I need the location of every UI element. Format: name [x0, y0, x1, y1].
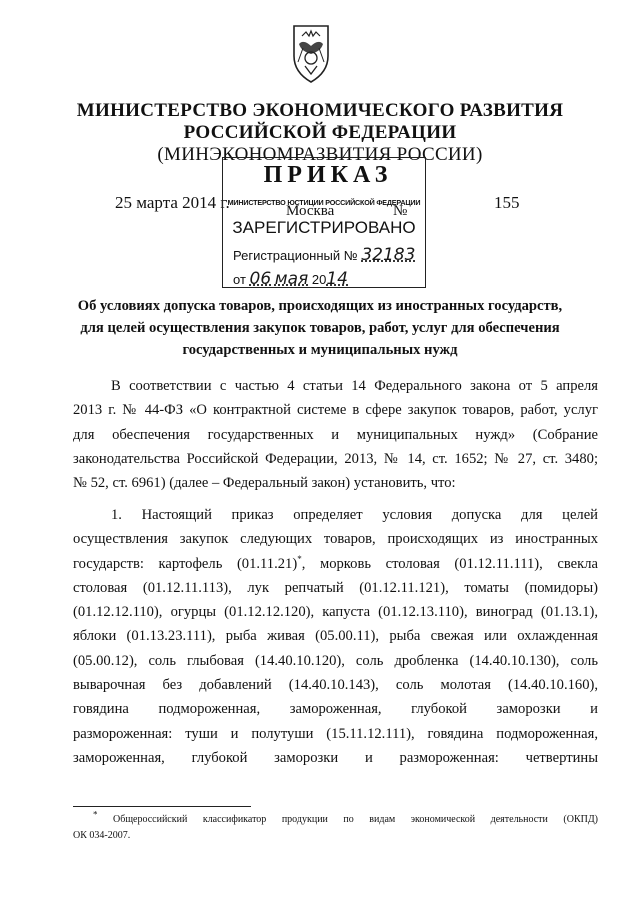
order-number-sign: №	[393, 203, 408, 219]
stamp-registration-label: Регистрационный №	[233, 248, 358, 263]
coat-of-arms-emblem-icon	[288, 22, 334, 84]
footnote-mark: *	[93, 809, 98, 820]
preamble-line: № 52, ст. 6961) (далее – Федеральный закон) установить, что:	[73, 475, 456, 492]
order-subject-line-1: Об условиях допуска товаров, происходящих из иностранных государств,	[77, 298, 563, 314]
clause-line: говядина подмороженная, замороженная, глубокой заморозки и	[73, 701, 598, 718]
clause-line: (01.12.12.110), огурцы (01.12.12.120), капуста (01.12.13.110), виноград (01.13.1),	[73, 604, 598, 621]
stamp-date-label: от	[233, 272, 246, 287]
stamp-date-row	[233, 269, 435, 289]
clause-line: столовая (01.12.11.113), лук репчатый (01.12.11.121), томаты (помидоры)	[73, 579, 598, 596]
order-title: ПРИКАЗ	[263, 162, 393, 188]
stamp-registration-number-row	[233, 245, 435, 265]
preamble-paragraph	[73, 374, 598, 495]
footnote-line: * Общероссийский классификатор продукции по видам экономической деятельности (ОКПД)	[93, 809, 598, 825]
order-subject-line-3: государственных и муниципальных нужд	[182, 342, 458, 358]
preamble-line: 2013 г. № 44-ФЗ «О контрактной системе в сфере закупок товаров, работ, услуг	[73, 402, 598, 419]
registration-stamp	[222, 157, 426, 288]
preamble-line: В соответствии с частью 4 статьи 14 Федерального закона от 5 апреля	[111, 378, 598, 394]
order-city: Москва	[286, 203, 335, 219]
stamp-date-year-suffix: 14	[326, 269, 348, 289]
ministry-name-line-1: МИНИСТЕРСТВО ЭКОНОМИЧЕСКОГО РАЗВИТИЯ	[76, 100, 564, 121]
stamp-date-year-prefix: 20	[311, 272, 327, 287]
clause-line: осуществления закупок следующих товаров, происходящих из иностранных	[73, 531, 598, 548]
clause-line: яблоки (01.13.23.111), рыба живая (05.00.11), рыба свежая или охлажденная	[73, 628, 598, 645]
order-date: 25 марта 2014 г.	[115, 193, 230, 212]
footnote-reference: *	[297, 553, 302, 564]
stamp-registered: ЗАРЕГИСТРИРОВАНО	[232, 218, 416, 237]
footnote	[73, 809, 598, 844]
clause-line: выварочная без добавлений (14.40.10.143), соль молотая (14.40.10.160),	[73, 677, 598, 694]
clause-line: 1. Настоящий приказ определяет условия допуска для целей	[111, 507, 598, 523]
clause-line: государств: картофель (01.11.21)*, морковь столовая (01.12.11.111), свекла	[73, 553, 598, 572]
order-subject-line-2: для целей осуществления закупок товаров, работ, услуг для обеспечения	[80, 320, 560, 336]
clause-line: (05.00.12), соль глыбовая (14.40.10.120), соль дробленка (14.40.10.130), соль	[73, 652, 598, 669]
footnote-line: ОК 034-2007.	[73, 830, 131, 841]
clause-line: замороженная, глубокой заморозки и размороженная: четвертины	[73, 749, 598, 766]
footnote-divider	[73, 806, 251, 807]
preamble-line: для обеспечения государственных и муниципальных нужд» (Собрание	[73, 426, 598, 443]
stamp-date-month: мая	[274, 269, 309, 289]
clause-line: размороженная: туши и полутуши (15.11.12.111), говядина подмороженная,	[73, 725, 598, 742]
stamp-organization: МИНИСТЕРСТВО ЮСТИЦИИ РОССИЙСКОЙ ФЕДЕРАЦИИ	[227, 198, 421, 207]
preamble-line: законодательства Российской Федерации, 2013, № 14, ст. 1652; № 27, ст. 3480;	[73, 450, 598, 467]
clause-1-paragraph	[73, 503, 598, 770]
ministry-short-name: (МИНЭКОНОМРАЗВИТИЯ РОССИИ)	[157, 144, 483, 165]
ministry-name-line-2: РОССИЙСКОЙ ФЕДЕРАЦИИ	[183, 122, 457, 143]
stamp-registration-number: 32183	[361, 245, 416, 265]
stamp-date-day: 06	[249, 269, 272, 289]
order-number: 155	[494, 193, 520, 212]
